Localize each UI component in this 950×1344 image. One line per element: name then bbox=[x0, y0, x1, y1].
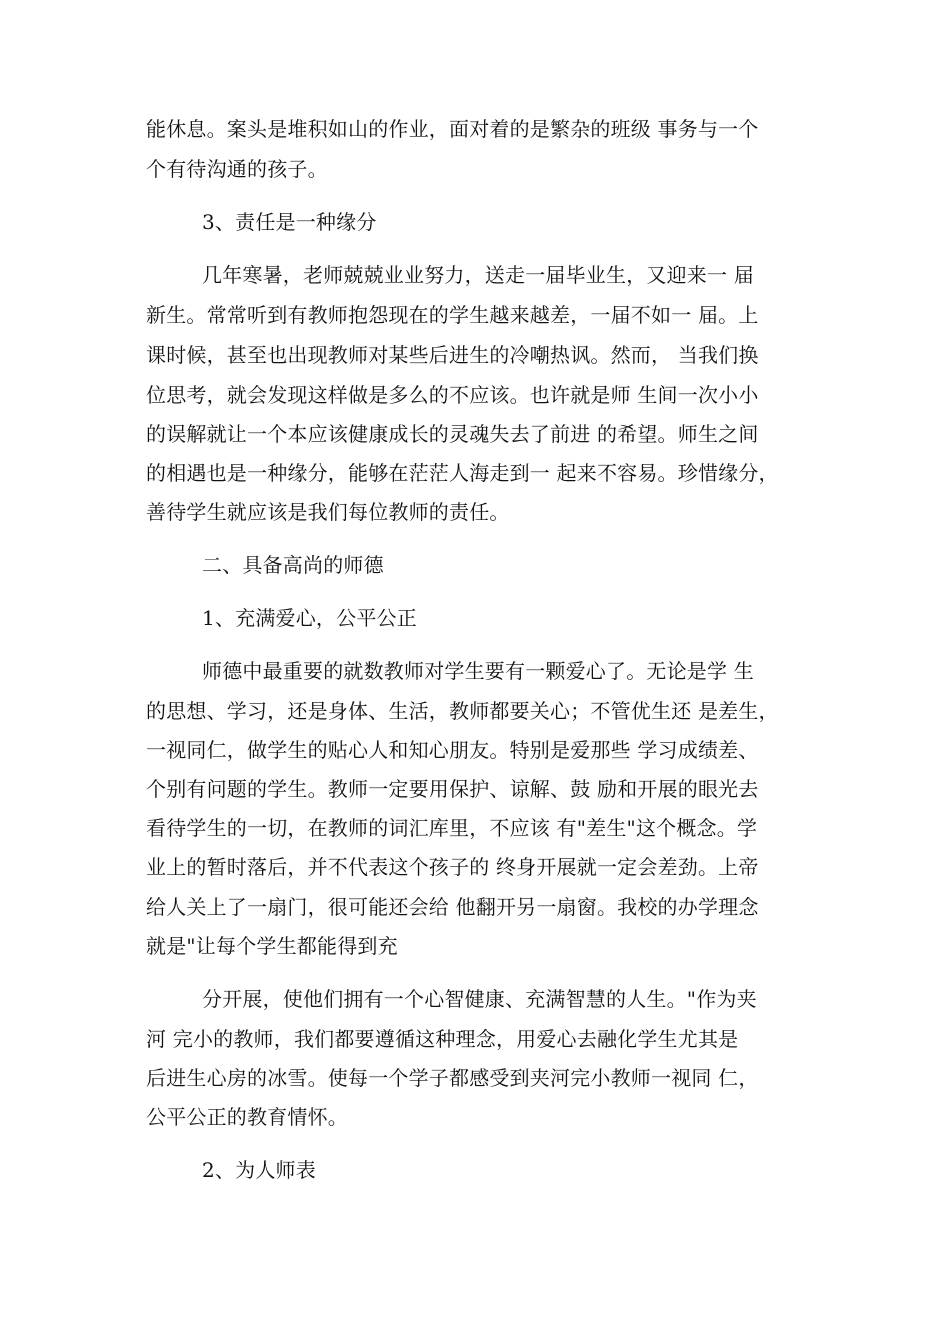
paragraph-line: 给人关上了一扇门，很可能还会给 他翻开另一扇窗。我校的办学理念 bbox=[146, 895, 759, 919]
paragraph-line: 业上的暂时落后，并不代表这个孩子的 终身开展就一定会差劲。上帝 bbox=[146, 855, 759, 879]
paragraph-line: 善待学生就应该是我们每位教师的责任。 bbox=[146, 500, 510, 524]
paragraph-line: 公平公正的教育情怀。 bbox=[146, 1105, 348, 1129]
section-heading: 3、责任是一种缘分 bbox=[202, 210, 377, 234]
section-heading: 二、具备高尚的师德 bbox=[202, 553, 384, 577]
paragraph-line: 新生。常常听到有教师抱怨现在的学生越来越差，一届不如一 届。上 bbox=[146, 303, 759, 327]
paragraph-line: 个有待沟通的孩子。 bbox=[146, 157, 328, 181]
paragraph-line: 位思考，就会发现这样做是多么的不应该。也许就是师 生间一次小小 bbox=[146, 383, 759, 407]
subsection-heading: 1、充满爱心，公平公正 bbox=[202, 606, 417, 630]
paragraph-line: 能休息。案头是堆积如山的作业，面对着的是繁杂的班级 事务与一个 bbox=[146, 117, 759, 141]
paragraph-line: 后进生心房的冰雪。使每一个学子都感受到夹河完小教师一视同 仁， bbox=[146, 1066, 759, 1090]
paragraph-line: 课时候，甚至也出现教师对某些后进生的冷嘲热讽。然而， 当我们换 bbox=[146, 343, 759, 367]
paragraph-line: 就是"让每个学生都能得到充 bbox=[146, 934, 398, 958]
paragraph-line: 的相遇也是一种缘分，能够在茫茫人海走到一 起来不容易。珍惜缘分， bbox=[146, 461, 779, 485]
paragraph-line: 河 完小的教师，我们都要遵循这种理念，用爱心去融化学生尤其是 bbox=[146, 1027, 739, 1051]
paragraph-line: 分开展，使他们拥有一个心智健康、充满智慧的人生。"作为夹 bbox=[202, 987, 757, 1011]
paragraph-line: 几年寒暑，老师兢兢业业努力，送走一届毕业生，又迎来一 届 bbox=[202, 263, 754, 287]
paragraph-line: 个别有问题的学生。教师一定要用保护、谅解、鼓 励和开展的眼光去 bbox=[146, 777, 759, 801]
paragraph-line: 看待学生的一切，在教师的词汇库里，不应该 有"差生"这个概念。学 bbox=[146, 816, 758, 840]
paragraph-line: 的思想、学习，还是身体、生活，教师都要关心；不管优生还 是差生， bbox=[146, 699, 779, 723]
paragraph-line: 一视同仁，做学生的贴心人和知心朋友。特别是爱那些 学习成绩差、 bbox=[146, 738, 759, 762]
paragraph-line: 师德中最重要的就数教师对学生要有一颗爱心了。无论是学 生 bbox=[202, 659, 754, 683]
paragraph-line: 的误解就让一个本应该健康成长的灵魂失去了前进 的希望。师生之间 bbox=[146, 422, 759, 446]
subsection-heading: 2、为人师表 bbox=[202, 1158, 316, 1182]
